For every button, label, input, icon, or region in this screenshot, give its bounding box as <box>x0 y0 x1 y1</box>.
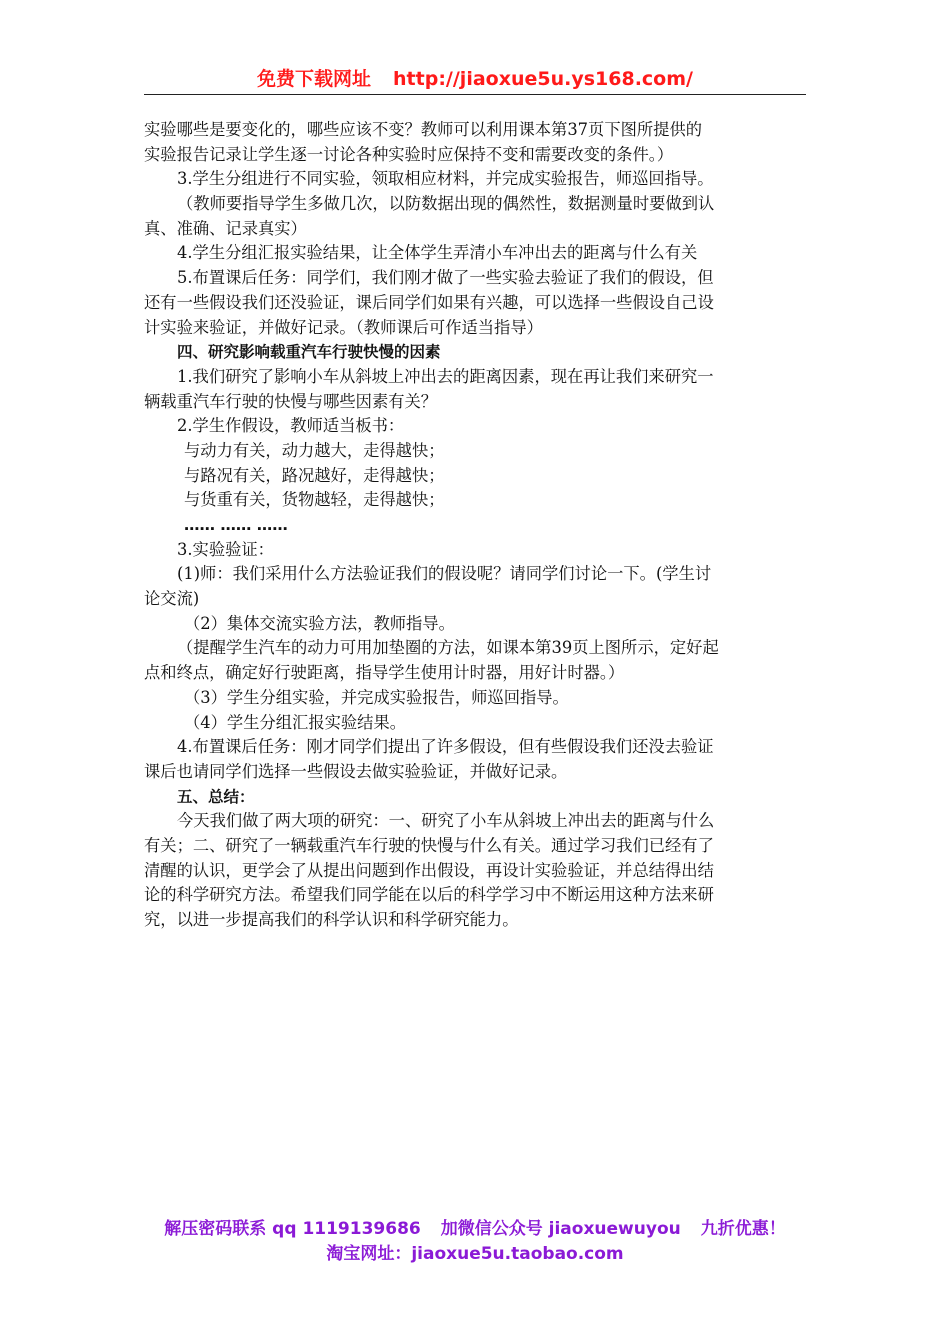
paragraph-line: （2）集体交流实验方法，教师指导。 <box>184 613 455 633</box>
paragraph-line: (1)师：我们采用什么方法验证我们的假设呢？请同学们讨论一下。(学生讨 <box>177 564 712 584</box>
paragraph-line: 与动力有关，动力越大，走得越快； <box>184 440 445 460</box>
paragraph-line: 2.学生作假设，教师适当板书： <box>177 416 405 436</box>
page-header <box>144 66 806 95</box>
paragraph-line: 与货重有关，货物越轻，走得越快； <box>184 490 445 510</box>
footer-wechat: 加微信公众号 jiaoxuewuyou <box>440 1219 681 1239</box>
document-body <box>144 118 808 933</box>
paragraph-line: 3.实验验证： <box>177 539 274 559</box>
section-heading: …… …… …… <box>184 516 288 534</box>
header-site-url[interactable]: http://jiaoxue5u.ys168.com/ <box>393 68 693 90</box>
paragraph-line: 有关；二、研究了一辆载重汽车行驶的快慢与什么有关。通过学习我们已经有了 <box>144 835 714 855</box>
footer-password-contact: 解压密码联系 qq 1119139686 <box>164 1219 421 1239</box>
paragraph-line: 清醒的认识，更学会了从提出问题到作出假设，再设计实验验证，并总结得出结 <box>144 860 714 880</box>
paragraph-line: 实验哪些是要变化的，哪些应该不变？教师可以利用课本第37页下图所提供的 <box>144 120 703 139</box>
paragraph-line: （4）学生分组汇报实验结果。 <box>184 712 407 732</box>
paragraph-line: 究，以进一步提高我们的科学认识和科学研究能力。 <box>144 910 519 929</box>
paragraph-line: 5.布置课后任务：同学们，我们刚才做了一些实验去验证了我们的假设，但 <box>177 268 714 288</box>
paragraph-line: 辆载重汽车行驶的快慢与哪些因素有关？ <box>144 391 438 411</box>
footer-discount: 九折优惠！ <box>700 1219 786 1239</box>
paragraph-line: 今天我们做了两大项的研究：一、研究了小车从斜坡上冲出去的距离与什么 <box>177 811 715 831</box>
paragraph-line: （提醒学生汽车的动力可用加垫圈的方法，如课本第39页上图所示，定好起 <box>177 638 719 658</box>
paragraph-line: （3）学生分组实验，并完成实验报告，师巡回指导。 <box>184 687 569 707</box>
footer-taobao-url[interactable]: 淘宝网址：jiaoxue5u.taobao.com <box>326 1244 624 1264</box>
paragraph-line: 点和终点，确定好行驶距离，指导学生使用计时器，用好计时器。） <box>144 663 625 683</box>
paragraph-line: （教师要指导学生多做几次，以防数据出现的偶然性，数据测量时要做到认 <box>177 194 715 214</box>
paragraph-line: 真、准确、记录真实） <box>144 218 307 238</box>
footer-taobao-line <box>0 1242 950 1266</box>
paragraph-line: 课后也请同学们选择一些假设去做实验验证，并做好记录。 <box>144 761 568 781</box>
paragraph-line: 1.我们研究了影响小车从斜坡上冲出去的距离因素，现在再让我们来研究一 <box>177 366 714 386</box>
paragraph-line: 3.学生分组进行不同实验，领取相应材料，并完成实验报告，师巡回指导。 <box>177 169 714 189</box>
paragraph-line: 实验报告记录让学生逐一讨论各种实验时应保持不变和需要改变的条件。） <box>144 144 674 164</box>
footer-contact-line <box>0 1217 950 1241</box>
section-heading: 四、研究影响载重汽车行驶快慢的因素 <box>177 343 441 362</box>
paragraph-line: 还有一些假设我们还没验证，课后同学们如果有兴趣，可以选择一些假设自己设 <box>144 292 714 312</box>
header-site-label: 免费下载网址 <box>257 68 372 90</box>
section-heading: 五、总结： <box>177 787 255 806</box>
paragraph-line: 4.布置课后任务：刚才同学们提出了许多假设，但有些假设我们还没去验证 <box>177 737 714 757</box>
paragraph-line: 论交流) <box>144 589 200 609</box>
paragraph-line: 论的科学研究方法。希望我们同学能在以后的科学学习中不断运用这种方法来研 <box>144 885 714 905</box>
paragraph-line: 与路况有关，路况越好，走得越快； <box>184 465 445 485</box>
paragraph-line: 4.学生分组汇报实验结果，让全体学生弄清小车冲出去的距离与什么有关 <box>177 243 698 263</box>
paragraph-line: 计实验来验证，并做好记录。（教师课后可作适当指导） <box>144 317 543 337</box>
